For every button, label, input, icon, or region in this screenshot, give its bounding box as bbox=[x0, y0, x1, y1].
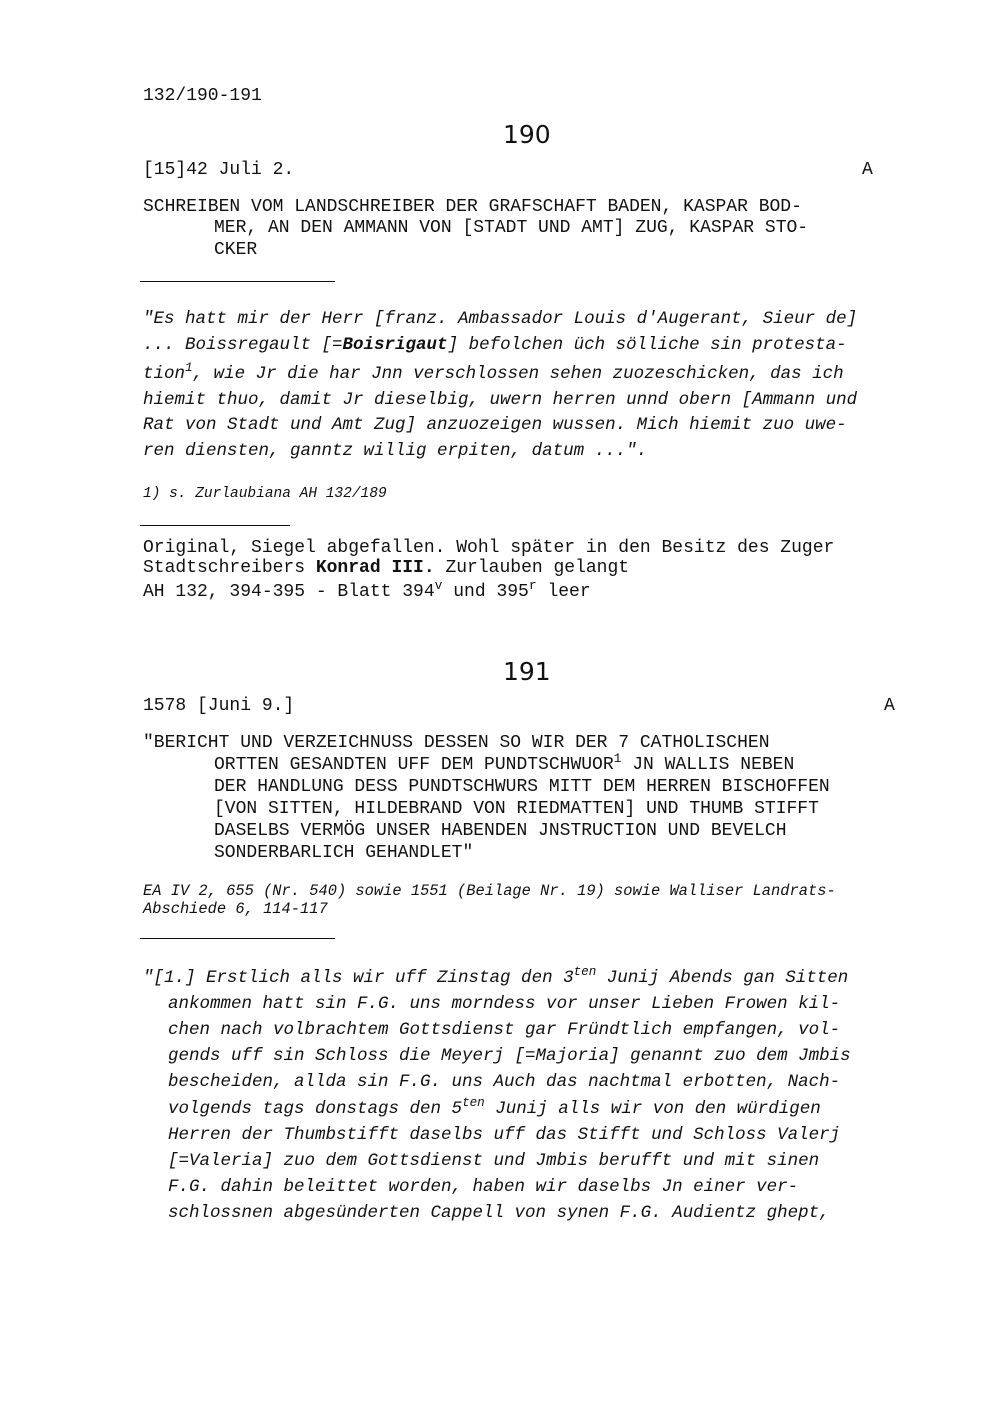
title-line: DASELBS VERMÖG UNSER HABENDEN JNSTRUCTION UND BEVELCH bbox=[214, 821, 787, 841]
text-line: "[1.] Erstlich alls wir uff Zinstag den $3^{ten}$ Junij Abends gan Sitten bbox=[143, 965, 849, 988]
title-line: CKER bbox=[214, 240, 258, 260]
document-number: 190 bbox=[503, 120, 551, 149]
title-line: ORTTEN GESANDTEN UFF DEM PUNDTSCHWUOR$^1$ JN WALLIS NEBEN bbox=[214, 751, 795, 775]
quote-line: Rat von Stadt und Amt Zug] anzuozeigen wussen. Mich hiemit zuo uwe- bbox=[143, 415, 847, 435]
title-line: [VON SITTEN, HILDEBRAND VON RIEDMATTEN] UND THUMB STIFFT bbox=[214, 799, 819, 819]
text-line: volgends tags donstags den $5^{ten}$ Junij alls wir von den würdigen bbox=[168, 1096, 821, 1119]
source-line: AH 132, 394-395 - Blatt 394$^v$ und 395$^r$ leer bbox=[143, 578, 591, 602]
document-mark: A bbox=[884, 696, 895, 716]
text-line: [=Valeria] zuo dem Gottsdienst und Jmbis berufft und mit sinen bbox=[168, 1151, 820, 1171]
quote-line: tion$^1$, wie Jr die har Jnn verschlossen sehen zuozeschicken, das ich bbox=[143, 361, 844, 384]
document-date: 1578 [Juni 9.] bbox=[143, 696, 295, 716]
divider bbox=[140, 525, 290, 526]
divider bbox=[140, 281, 335, 282]
text-line: chen nach volbrachtem Gottsdienst gar Fründtlich empfangen, vol- bbox=[168, 1020, 841, 1040]
title-line: SONDERBARLICH GEHANDLET" bbox=[214, 843, 474, 863]
page-reference: 132/190-191 bbox=[143, 86, 262, 106]
title-line: SCHREIBEN VOM LANDSCHREIBER DER GRAFSCHAFT BADEN, KASPAR BOD- bbox=[143, 197, 802, 217]
document-number: 191 bbox=[503, 657, 551, 686]
title-line: DER HANDLUNG DESS PUNDTSCHWURS MITT DEM HERREN BISCHOFFEN bbox=[214, 777, 830, 797]
reference-line: Abschiede 6, 114-117 bbox=[143, 900, 328, 918]
source-line: Stadtschreibers Konrad III. Zurlauben gelangt bbox=[143, 558, 630, 578]
text-line: schlossnen abgesünderten Cappell von synen F.G. Audientz ghept, bbox=[168, 1203, 830, 1223]
title-line: "BERICHT UND VERZEICHNUSS DESSEN SO WIR DER 7 CATHOLISCHEN bbox=[143, 733, 770, 753]
emphasized-name: Konrad III. bbox=[315, 558, 435, 578]
footnote: 1) s. Zurlaubiana AH 132/189 bbox=[143, 486, 387, 502]
text-line: ankommen hatt sin F.G. uns morndess vor unser Lieben Frowen kil- bbox=[168, 994, 841, 1014]
document-date: [15]42 Juli 2. bbox=[143, 160, 295, 180]
reference-line: EA IV 2, 655 (Nr. 540) sowie 1551 (Beilage Nr. 19) sowie Walliser Landrats- bbox=[143, 882, 836, 900]
quote-line: ... Boissregault [=Boisrigaut] befolchen üch sölliche sin protesta- bbox=[143, 335, 847, 355]
document-mark: A bbox=[862, 160, 873, 180]
footnote-marker: 1 bbox=[613, 751, 622, 766]
divider bbox=[140, 938, 335, 939]
quote-line: hiemit thuo, damit Jr dieselbig, uwern herren unnd obern [Ammann und bbox=[143, 390, 858, 410]
text-line: Herren der Thumbstifft daselbs uff das Stifft und Schloss Valerj bbox=[168, 1125, 841, 1145]
emphasized-name: Boisrigaut bbox=[342, 335, 448, 355]
text-line: bescheiden, allda sin F.G. uns Auch das nachtmal erbotten, Nach- bbox=[168, 1072, 841, 1092]
footnote-marker: 1 bbox=[185, 361, 193, 376]
quote-line: ren diensten, ganntz willig erpiten, datum ...". bbox=[143, 441, 648, 461]
text-line: gends uff sin Schloss die Meyerj [=Majoria] genannt zuo dem Jmbis bbox=[168, 1046, 851, 1066]
text-line: F.G. dahin beleittet worden, haben wir daselbs Jn einer ver- bbox=[168, 1177, 799, 1197]
title-line: MER, AN DEN AMMANN VON [STADT UND AMT] ZUG, KASPAR STO- bbox=[214, 218, 809, 238]
source-line: Original, Siegel abgefallen. Wohl später in den Besitz des Zuger bbox=[143, 538, 835, 558]
quote-line: "Es hatt mir der Herr [franz. Ambassador Louis d'Augerant, Sieur de] bbox=[143, 309, 858, 329]
